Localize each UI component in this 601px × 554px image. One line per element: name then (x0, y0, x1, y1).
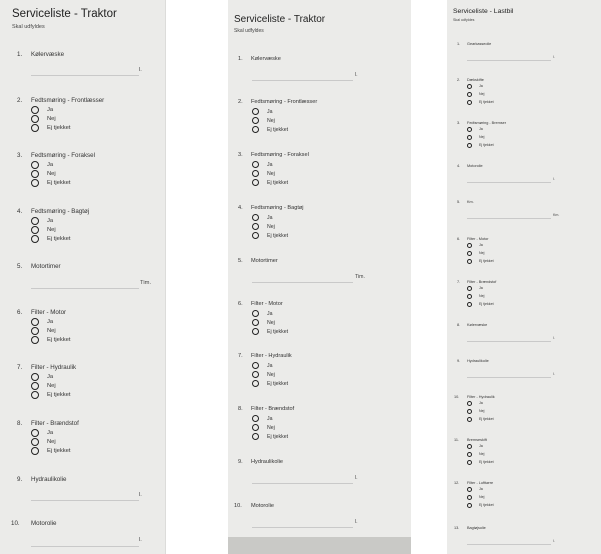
radio-nej[interactable] (31, 438, 39, 446)
radio-nej[interactable] (252, 371, 259, 378)
radio-nej[interactable] (467, 135, 472, 140)
radio-ej-tjekket[interactable] (31, 336, 39, 344)
radio-nej[interactable] (252, 117, 259, 124)
footer-band (228, 537, 411, 554)
text-input-gearkasseolie[interactable] (467, 60, 551, 61)
unit-label: l. (139, 492, 142, 498)
unit-label: l. (355, 519, 358, 525)
radio-label-ja: Ja (47, 319, 54, 325)
question-label: Filter - Brændstof (31, 420, 79, 427)
radio-label-ja: Ja (267, 363, 273, 369)
question-label: Fedtsmøring - Bagtøj (31, 208, 90, 215)
question-label: Filter - Lufttørre (467, 481, 494, 485)
radio-label-ej-tjekket: Ej tjekket (267, 381, 289, 387)
radio-nej[interactable] (467, 495, 472, 500)
radio-label-ja: Ja (479, 84, 483, 88)
radio-label-ja: Ja (47, 162, 54, 168)
radio-label-ja: Ja (479, 444, 483, 448)
question-number: 3. (457, 121, 461, 125)
radio-ej-tjekket[interactable] (467, 143, 472, 148)
radio-ej-tjekket[interactable] (31, 447, 39, 455)
text-input-motorolie[interactable] (467, 182, 551, 183)
question-label: Km. (467, 200, 474, 204)
radio-ja[interactable] (467, 401, 472, 406)
radio-label-nej: Nej (479, 452, 485, 456)
radio-label-ej-tjekket: Ej tjekket (479, 100, 494, 104)
form-panel-traktor-1 (0, 0, 166, 554)
question-label: Filter - Hydraulik (31, 364, 77, 371)
question-number: 1. (238, 56, 243, 62)
question-label: Gearkasseolie (467, 42, 492, 46)
radio-ej-tjekket[interactable] (31, 391, 39, 399)
radio-nej[interactable] (31, 226, 39, 234)
question-number: 8. (17, 420, 23, 427)
radio-label-nej: Nej (47, 439, 56, 445)
radio-label-ej-tjekket: Ej tjekket (479, 302, 494, 306)
question-label: Motorolie (31, 520, 57, 527)
question-number: 2. (238, 99, 243, 105)
radio-ej-tjekket[interactable] (252, 433, 259, 440)
question-label: Bagtøjsolie (467, 526, 486, 530)
question-number: 2. (17, 97, 23, 104)
question-number: 7. (17, 364, 23, 371)
question-label: Hydraulikolie (467, 359, 489, 363)
radio-label-nej: Nej (47, 227, 56, 233)
form-title: Serviceliste - Traktor (234, 14, 326, 25)
radio-label-nej: Nej (267, 171, 275, 177)
radio-label-ej-tjekket: Ej tjekket (479, 503, 494, 507)
question-number: 10. (11, 520, 20, 527)
unit-label: l. (553, 177, 555, 181)
radio-ja[interactable] (31, 318, 39, 326)
question-number: 13. (454, 526, 460, 530)
radio-ej-tjekket[interactable] (252, 179, 259, 186)
radio-label-ja: Ja (267, 162, 273, 168)
question-label: Filter - Brændstof (251, 406, 295, 412)
radio-label-nej: Nej (479, 294, 485, 298)
radio-ja[interactable] (252, 108, 259, 115)
question-number: 10. (454, 395, 460, 399)
question-number: 6. (457, 237, 461, 241)
form-panel-traktor-2 (228, 0, 411, 554)
text-input-kolervaeske[interactable] (252, 80, 353, 81)
question-number: 3. (238, 152, 243, 158)
question-number: 10. (234, 503, 242, 509)
radio-label-ja: Ja (479, 487, 483, 491)
question-label: Fedtsmøring - Frontlæsser (31, 97, 105, 104)
radio-label-ja: Ja (47, 374, 54, 380)
radio-ja[interactable] (467, 84, 472, 89)
radio-label-ja: Ja (47, 430, 54, 436)
radio-nej[interactable] (31, 115, 39, 123)
unit-label: l. (553, 336, 555, 340)
radio-ja[interactable] (31, 429, 39, 437)
radio-nej[interactable] (31, 170, 39, 178)
question-label: Kølervæske (467, 323, 488, 327)
radio-label-ja: Ja (47, 107, 54, 113)
form-panel-lastbil (447, 0, 601, 554)
question-number: 7. (238, 353, 243, 359)
question-label: Filter - Hydraulik (251, 353, 292, 359)
question-number: 1. (457, 42, 461, 46)
radio-nej[interactable] (252, 319, 259, 326)
question-number: 11. (454, 438, 459, 442)
radio-ja[interactable] (252, 362, 259, 369)
question-number: 4. (238, 205, 243, 211)
radio-ja[interactable] (31, 161, 39, 169)
radio-ej-tjekket[interactable] (467, 460, 472, 465)
unit-label: l. (553, 539, 555, 543)
radio-ej-tjekket[interactable] (252, 380, 259, 387)
text-input-motortimer[interactable] (252, 282, 353, 283)
radio-ja[interactable] (467, 286, 472, 291)
unit-label: Km. (553, 213, 560, 217)
question-label: Hydraulikolie (251, 459, 284, 465)
radio-label-nej: Nej (479, 495, 485, 499)
text-input-km[interactable] (467, 218, 551, 219)
question-number: 5. (457, 200, 461, 204)
radio-ej-tjekket[interactable] (467, 503, 472, 508)
radio-label-ja: Ja (479, 243, 483, 247)
radio-ja[interactable] (252, 310, 259, 317)
form-subtitle: Skal udfyldes (453, 18, 475, 22)
radio-ja[interactable] (31, 217, 39, 225)
radio-label-ja: Ja (267, 215, 273, 221)
radio-label-nej: Nej (479, 92, 485, 96)
question-label: Bremseskift (467, 438, 487, 442)
radio-label-ej-tjekket: Ej tjekket (479, 259, 494, 263)
form-title: Serviceliste - Traktor (12, 8, 117, 20)
question-number: 6. (17, 309, 23, 316)
question-label: Motorolie (467, 164, 483, 168)
unit-label: l. (139, 537, 142, 543)
radio-label-ja: Ja (47, 218, 54, 224)
radio-ej-tjekket[interactable] (252, 328, 259, 335)
radio-label-ej-tjekket: Ej tjekket (47, 337, 71, 343)
question-label: Fedtsmøring - Foraksel (31, 152, 95, 159)
unit-label: l. (355, 475, 358, 481)
question-number: 2. (457, 78, 461, 82)
radio-ja[interactable] (252, 161, 259, 168)
radio-label-nej: Nej (47, 383, 56, 389)
radio-label-ej-tjekket: Ej tjekket (267, 329, 289, 335)
question-number: 6. (238, 301, 243, 307)
unit-label: l. (553, 372, 555, 376)
question-label: Hydraulikolie (31, 476, 67, 483)
radio-label-ej-tjekket: Ej tjekket (479, 417, 494, 421)
question-label: Filter - Motor (251, 301, 283, 307)
unit-label: l. (355, 72, 358, 78)
radio-nej[interactable] (252, 223, 259, 230)
radio-ej-tjekket[interactable] (252, 232, 259, 239)
radio-ej-tjekket[interactable] (467, 302, 472, 307)
question-label: Fedtsmøring - Bagtøj (251, 205, 304, 211)
question-label: Kølervæske (31, 51, 65, 58)
radio-ja[interactable] (467, 243, 472, 248)
text-input-hydraulikolie[interactable] (31, 500, 139, 501)
radio-label-nej: Nej (47, 171, 56, 177)
radio-label-nej: Nej (479, 251, 485, 255)
radio-label-nej: Nej (267, 372, 275, 378)
radio-label-ja: Ja (479, 286, 483, 290)
text-input-hydraulikolie[interactable] (252, 483, 353, 484)
question-number: 8. (238, 406, 243, 412)
radio-label-nej: Nej (47, 328, 56, 334)
radio-nej[interactable] (467, 409, 472, 414)
question-number: 5. (238, 258, 243, 264)
radio-ja[interactable] (467, 444, 472, 449)
radio-label-ej-tjekket: Ej tjekket (267, 233, 289, 239)
question-number: 8. (457, 323, 461, 327)
radio-label-ja: Ja (267, 416, 273, 422)
radio-ej-tjekket[interactable] (31, 235, 39, 243)
radio-ej-tjekket[interactable] (467, 417, 472, 422)
radio-nej[interactable] (31, 382, 39, 390)
form-title: Serviceliste - Lastbil (453, 8, 514, 15)
question-label: Filter - Brændstof (467, 280, 497, 284)
radio-ej-tjekket[interactable] (467, 259, 472, 264)
question-number: 9. (457, 359, 461, 363)
radio-label-ja: Ja (479, 401, 483, 405)
radio-nej[interactable] (467, 92, 472, 97)
radio-label-ej-tjekket: Ej tjekket (47, 448, 71, 454)
radio-ja[interactable] (252, 415, 259, 422)
radio-ja[interactable] (31, 106, 39, 114)
radio-ja[interactable] (31, 373, 39, 381)
question-label: Motorolie (251, 503, 275, 509)
question-number: 4. (17, 208, 23, 215)
text-input-motorolie[interactable] (31, 546, 139, 547)
radio-ja[interactable] (467, 127, 472, 132)
question-number: 1. (17, 51, 23, 58)
radio-ej-tjekket[interactable] (467, 100, 472, 105)
question-label: Fedtsmøring - Bremser (467, 121, 507, 125)
text-input-hydraulikolie[interactable] (467, 377, 551, 378)
radio-nej[interactable] (467, 452, 472, 457)
text-input-motortimer[interactable] (31, 288, 139, 289)
question-label: Filter - Hydraulik (467, 395, 495, 399)
radio-label-nej: Nej (47, 116, 56, 122)
text-input-kolervaeske[interactable] (31, 75, 139, 76)
text-input-motorolie[interactable] (252, 527, 353, 528)
question-number: 4. (457, 164, 461, 168)
radio-nej[interactable] (252, 170, 259, 177)
radio-label-nej: Nej (267, 320, 275, 326)
question-label: Fedtsmøring - Frontlæsser (251, 99, 318, 105)
radio-label-nej: Nej (267, 224, 275, 230)
radio-label-ja: Ja (479, 127, 483, 131)
question-number: 3. (17, 152, 23, 159)
radio-label-nej: Nej (267, 118, 275, 124)
radio-label-ej-tjekket: Ej tjekket (47, 392, 71, 398)
question-label: Fedtsmøring - Foraksel (251, 152, 309, 158)
question-number: 7. (457, 280, 461, 284)
question-number: 12. (454, 481, 460, 485)
question-label: Motortimer (31, 263, 61, 270)
question-label: Dækskifte (467, 78, 484, 82)
radio-label-ej-tjekket: Ej tjekket (47, 236, 71, 242)
radio-label-ej-tjekket: Ej tjekket (47, 125, 71, 131)
radio-label-ej-tjekket: Ej tjekket (267, 127, 289, 133)
radio-ej-tjekket[interactable] (252, 126, 259, 133)
question-label: Kølervæske (251, 56, 281, 62)
radio-label-nej: Nej (479, 135, 485, 139)
unit-label: Tim. (140, 280, 152, 286)
text-input-bagtojsolie[interactable] (467, 544, 551, 545)
question-number: 5. (17, 263, 23, 270)
question-label: Motortimer (251, 258, 278, 264)
question-label: Filter - Motor (467, 237, 489, 241)
radio-label-ja: Ja (267, 109, 273, 115)
radio-ja[interactable] (252, 214, 259, 221)
question-number: 9. (238, 459, 243, 465)
radio-label-ej-tjekket: Ej tjekket (47, 180, 71, 186)
radio-label-ej-tjekket: Ej tjekket (267, 434, 289, 440)
radio-nej[interactable] (31, 327, 39, 335)
radio-label-nej: Nej (479, 409, 485, 413)
radio-label-ej-tjekket: Ej tjekket (479, 460, 494, 464)
radio-ja[interactable] (467, 487, 472, 492)
radio-nej[interactable] (467, 294, 472, 299)
question-label: Filter - Motor (31, 309, 67, 316)
radio-label-ja: Ja (267, 311, 273, 317)
form-subtitle: Skal udfyldes (12, 24, 45, 30)
radio-label-nej: Nej (267, 425, 275, 431)
radio-label-ej-tjekket: Ej tjekket (479, 143, 494, 147)
unit-label: Tim. (355, 274, 365, 280)
unit-label: l. (139, 67, 142, 73)
question-number: 9. (17, 476, 23, 483)
form-subtitle: Skal udfyldes (234, 28, 264, 34)
radio-ej-tjekket[interactable] (31, 179, 39, 187)
text-input-kolervaeske[interactable] (467, 341, 551, 342)
radio-label-ej-tjekket: Ej tjekket (267, 180, 289, 186)
unit-label: l. (553, 55, 555, 59)
radio-ej-tjekket[interactable] (31, 124, 39, 132)
radio-nej[interactable] (252, 424, 259, 431)
radio-nej[interactable] (467, 251, 472, 256)
